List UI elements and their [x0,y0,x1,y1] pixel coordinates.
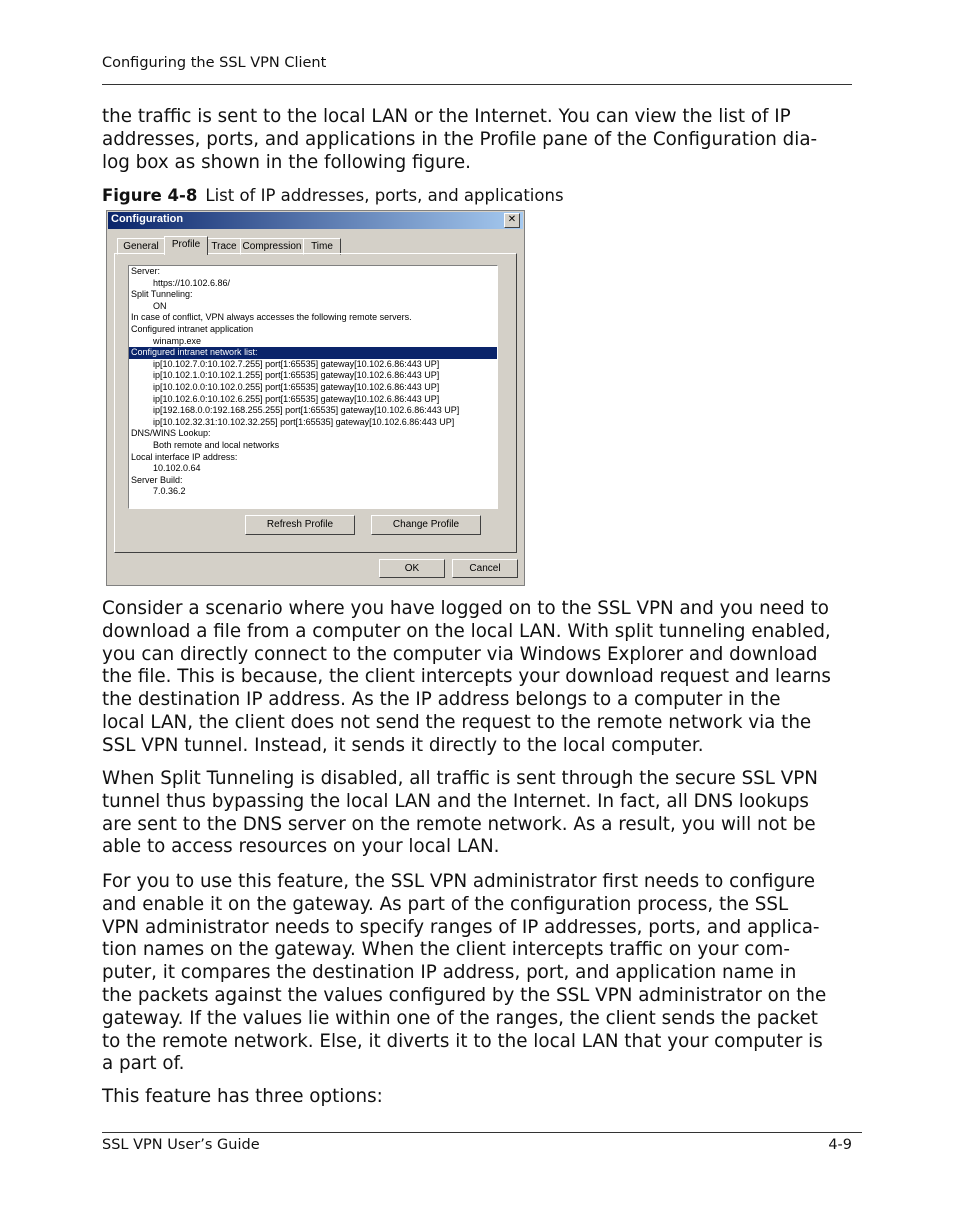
tab-trace[interactable]: Trace [207,238,241,255]
header-rule [102,84,852,85]
text-line: to the remote network. Else, it diverts it to the local LAN that your computer is [102,1030,823,1052]
list-item: 10.102.0.64 [153,463,201,474]
list-item: ip[10.102.6.0:10.102.6.255] port[1:65535] gateway[10.102.6.86:443 UP] [153,393,440,404]
text-line: the destination IP address. As the IP address belongs to a computer in the [102,689,781,711]
split-tunneling-disabled-paragraph [102,768,854,859]
footer-rule [102,1132,862,1133]
text-line: VPN administrator needs to specify ranges of IP addresses, ports, and applica- [102,916,820,938]
list-item: ip[10.102.1.0:10.102.1.255] port[1:65535] gateway[10.102.6.86:443 UP] [153,370,440,381]
ok-button[interactable]: OK [379,559,445,578]
text-line: puter, it compares the destination IP address, port, and application name in [102,962,797,984]
text-line: SSL VPN tunnel. Instead, it sends it directly to the local computer. [102,734,704,756]
list-item: Local interface IP address: [131,451,238,462]
refresh-profile-button[interactable]: Refresh Profile [245,515,355,535]
list-item: 7.0.36.2 [153,486,186,497]
configuration-paragraph [102,871,854,1076]
list-item: ip[10.102.7.0:10.102.7.255] port[1:65535] gateway[10.102.6.86:443 UP] [153,358,440,369]
text-line: log box as shown in the following figure. [102,151,471,173]
options-intro-paragraph [102,1086,854,1109]
list-item: Server: [131,266,161,276]
change-profile-button[interactable]: Change Profile [371,515,481,535]
text-line: addresses, ports, and applications in the Profile pane of the Configuration dia- [102,128,818,150]
text-line: local LAN, the client does not send the request to the remote network via the [102,711,812,733]
tab-time[interactable]: Time [303,238,341,255]
configuration-dialog [106,210,525,586]
text-line: gateway. If the values lie within one of the ranges, the client sends the packet [102,1007,818,1029]
dialog-titlebar [108,212,523,229]
list-item: ON [153,300,167,311]
text-line: Consider a scenario where you have logged on to the SSL VPN and you need to [102,598,829,619]
tab-profile[interactable]: Profile [164,236,208,255]
figure-label: Figure 4-8 [102,186,198,205]
intro-paragraph [102,106,854,174]
text-line: the traffic is sent to the local LAN or the Internet. You can view the list of IP [102,106,791,127]
list-item: Both remote and local networks [153,439,280,450]
list-item: ip[192.168.0.0:192.168.255.255] port[1:65535] gateway[10.102.6.86:443 UP] [153,405,460,416]
text-line: able to access resources on your local LAN. [102,836,500,858]
text-line: and enable it on the gateway. As part of the configuration process, the SSL [102,893,789,915]
profile-panel [114,253,517,553]
profile-listbox[interactable] [128,265,498,509]
list-item: Split Tunneling: [131,289,193,300]
list-item: winamp.exe [153,335,202,346]
text-line: a part of. [102,1053,185,1075]
list-item: ip[10.102.0.0:10.102.0.255] port[1:65535] gateway[10.102.6.86:443 UP] [153,381,440,392]
cancel-button[interactable]: Cancel [452,559,518,578]
list-item-selected[interactable]: Configured intranet network list: [129,347,497,359]
list-item: https://10.102.6.86/ [153,277,231,288]
close-icon[interactable]: ✕ [504,213,520,228]
text-line: you can directly connect to the computer via Windows Explorer and download [102,643,818,665]
figure-caption [102,186,564,205]
scenario-paragraph [102,598,854,758]
text-line: tunnel thus bypassing the local LAN and the Internet. In fact, all DNS lookups [102,790,809,812]
running-header: Configuring the SSL VPN Client [102,55,327,71]
text-line: the packets against the values configured by the SSL VPN administrator on the [102,984,827,1006]
text-line: tion names on the gateway. When the client intercepts traffic on your com- [102,939,790,961]
text-line: When Split Tunneling is disabled, all traffic is sent through the secure SSL VPN [102,768,818,789]
figure-caption-text: List of IP addresses, ports, and applications [205,186,564,205]
text-line: For you to use this feature, the SSL VPN administrator first needs to configure [102,871,815,892]
tab-compression[interactable]: Compression [240,238,304,255]
text-line: the file. This is because, the client intercepts your download request and learns [102,666,831,688]
footer-title: SSL VPN User’s Guide [102,1137,260,1153]
text-line: are sent to the DNS server on the remote network. As a result, you will not be [102,813,816,835]
text-line: download a file from a computer on the local LAN. With split tunneling enabled, [102,620,831,642]
list-item: In case of conflict, VPN always accesses the following remote servers. [131,312,412,323]
list-item: Configured intranet application [131,323,254,334]
list-item: ip[10.102.32.31:10.102.32.255] port[1:65535] gateway[10.102.6.86:443 UP] [153,416,455,427]
list-item: Server Build: [131,474,183,485]
page-number: 4-9 [828,1137,852,1153]
text-line: This feature has three options: [102,1086,383,1107]
list-item: DNS/WINS Lookup: [131,428,211,439]
dialog-title: Configuration [111,213,184,225]
tab-general[interactable]: General [117,238,165,255]
